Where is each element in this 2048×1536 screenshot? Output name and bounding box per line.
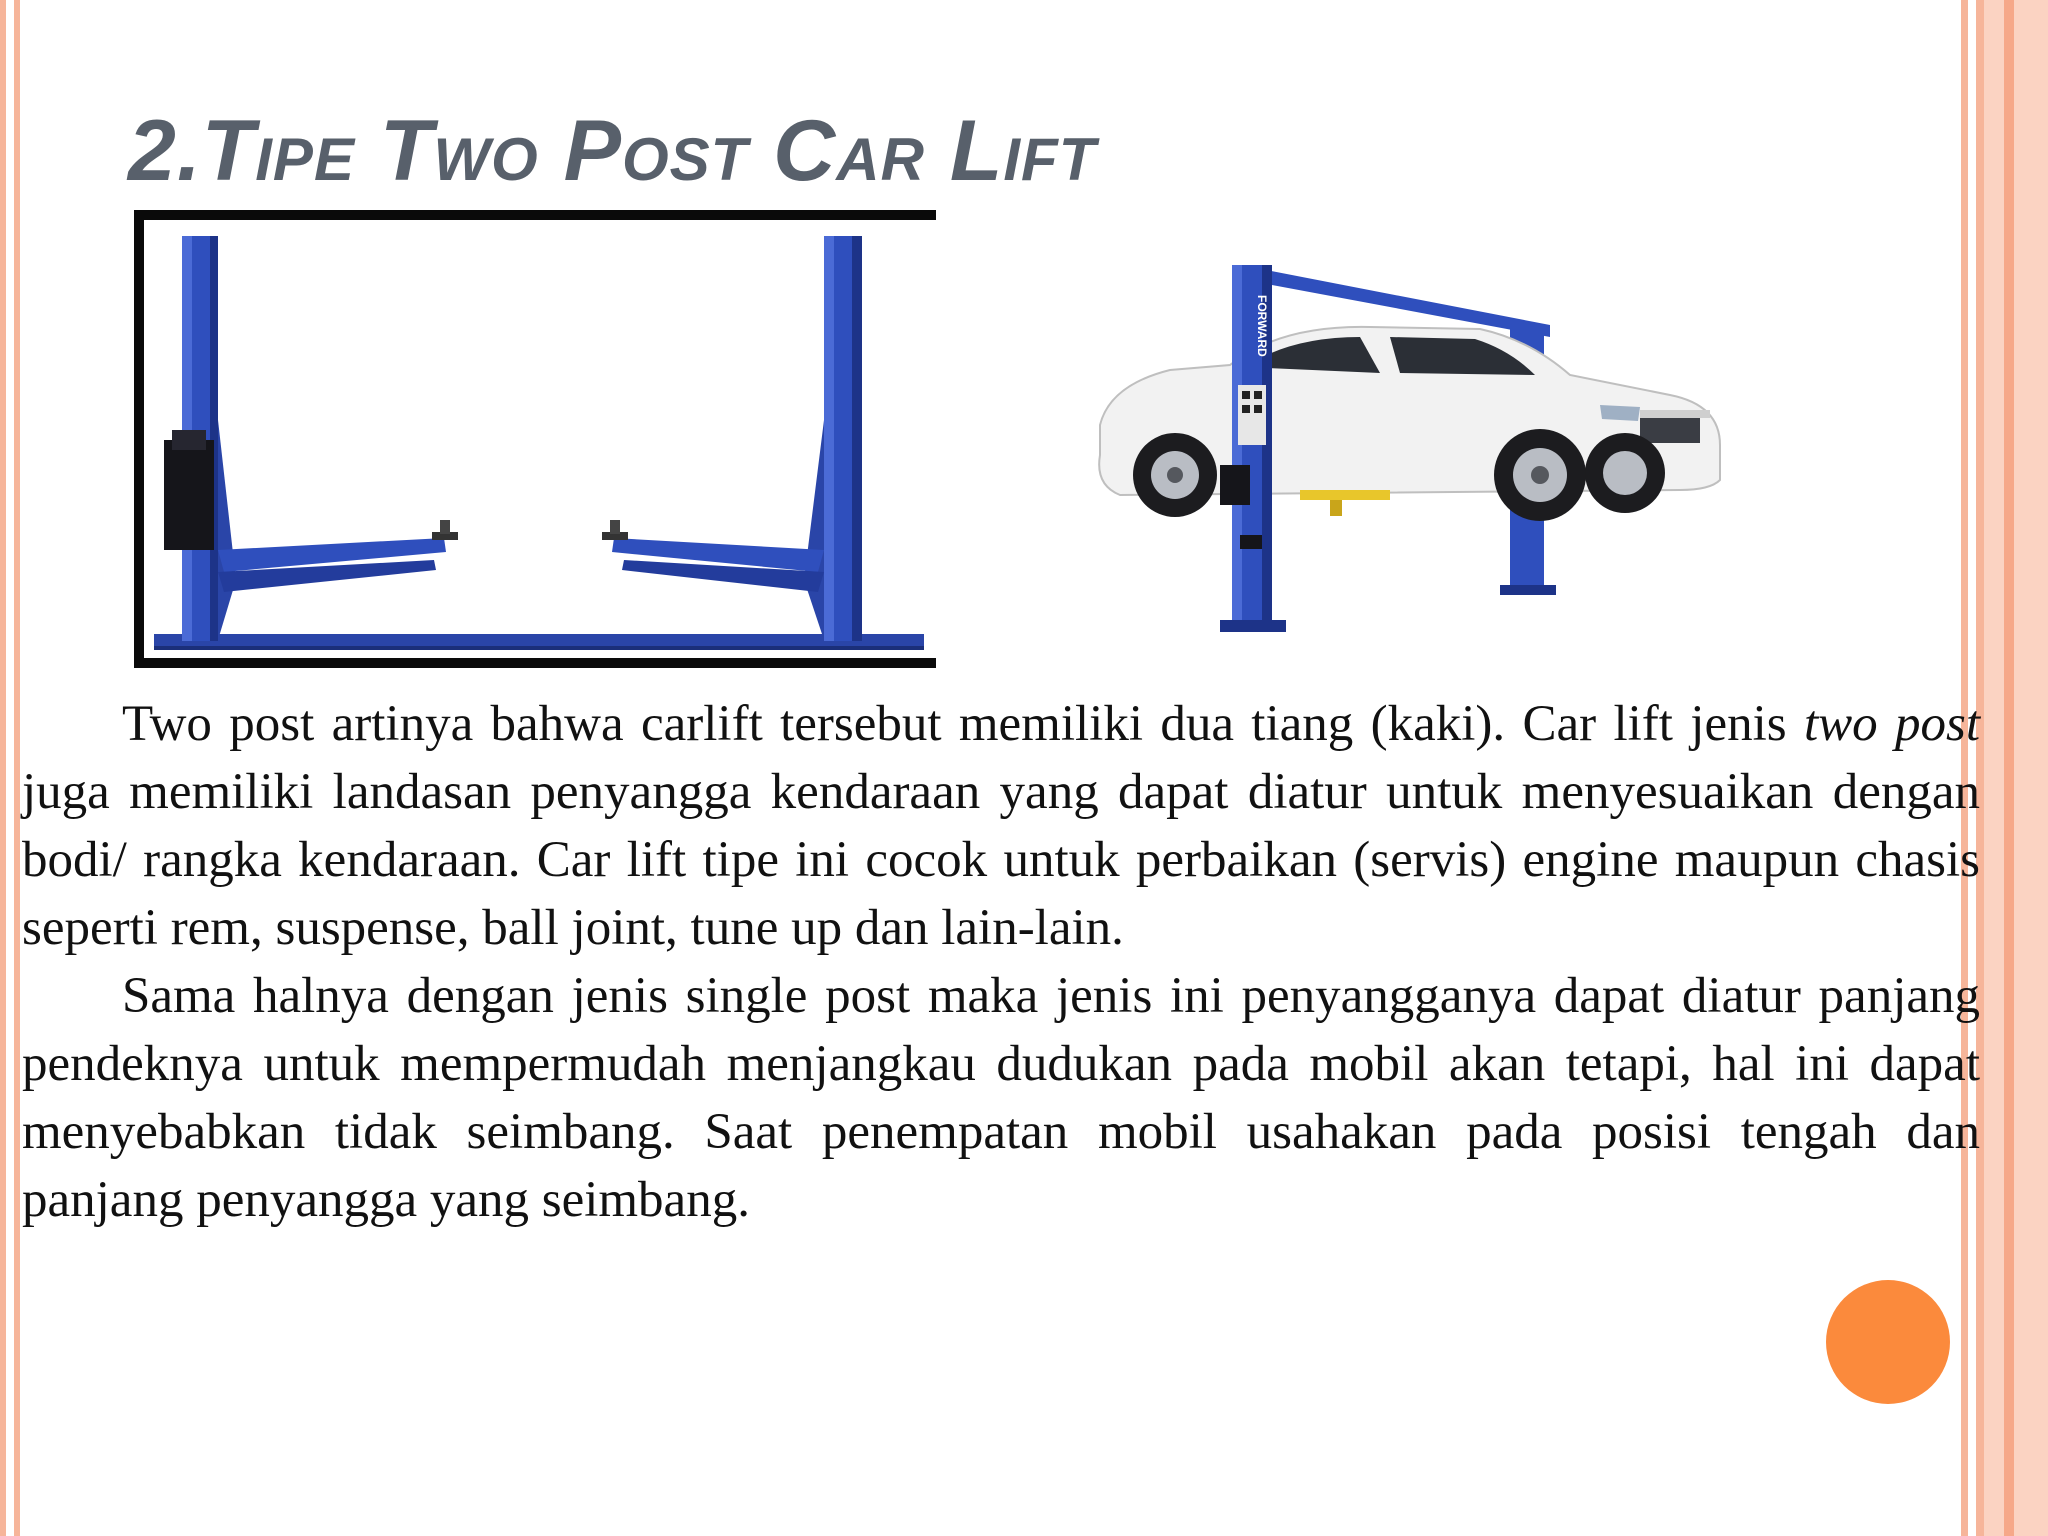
- paragraph-1-lead: Two post artinya bahwa carlift tersebut memiliki dua tiang (kaki). Car lift jenis: [122, 696, 1804, 752]
- two-post-lift-empty-photo: [134, 210, 936, 668]
- paragraph-2: Sama halnya dengan jenis single post maka jenis ini penyangganya dapat diatur panjang pendeknya untuk mempermudah menjangkau dudukan pada mobil akan tetapi, hal ini dapat menyebabkan tidak seimbang. Saat penempatan mobil usahakan pada posisi tengah dan panjang penyangga yang seimbang.: [22, 968, 1980, 1228]
- paragraph-1: [22, 690, 1980, 962]
- two-post-lift-with-car-illustration: [1080, 245, 1730, 640]
- two-post-lift-with-car-photo: [1080, 245, 1730, 640]
- paragraph-1-emphasis: two post: [1803, 696, 1980, 752]
- slide-border-left-inner: [14, 0, 20, 1536]
- decorative-orange-dot: [1826, 1280, 1950, 1404]
- lift-column-label: FORWARD: [1255, 295, 1269, 357]
- slide-border-left-outer: [0, 0, 6, 1536]
- paragraph-1-rest: juga memiliki landasan penyangga kendaraan yang dapat diatur untuk menyesuaikan dengan bodi/ rangka kendaraan. Car lift tipe ini cocok untuk perbaikan (servis) engine maupun chasis seperti rem, suspense, ball joint, tune up dan lain-lain.: [22, 764, 1980, 956]
- slide-title: 2.Tipe Two Post Car Lift: [128, 103, 1097, 199]
- two-post-lift-empty-illustration: [144, 220, 936, 668]
- slide-border-right-fill: [1984, 0, 2048, 1536]
- body-text: [22, 690, 1980, 1234]
- slide-border-right-c: [2004, 0, 2014, 1536]
